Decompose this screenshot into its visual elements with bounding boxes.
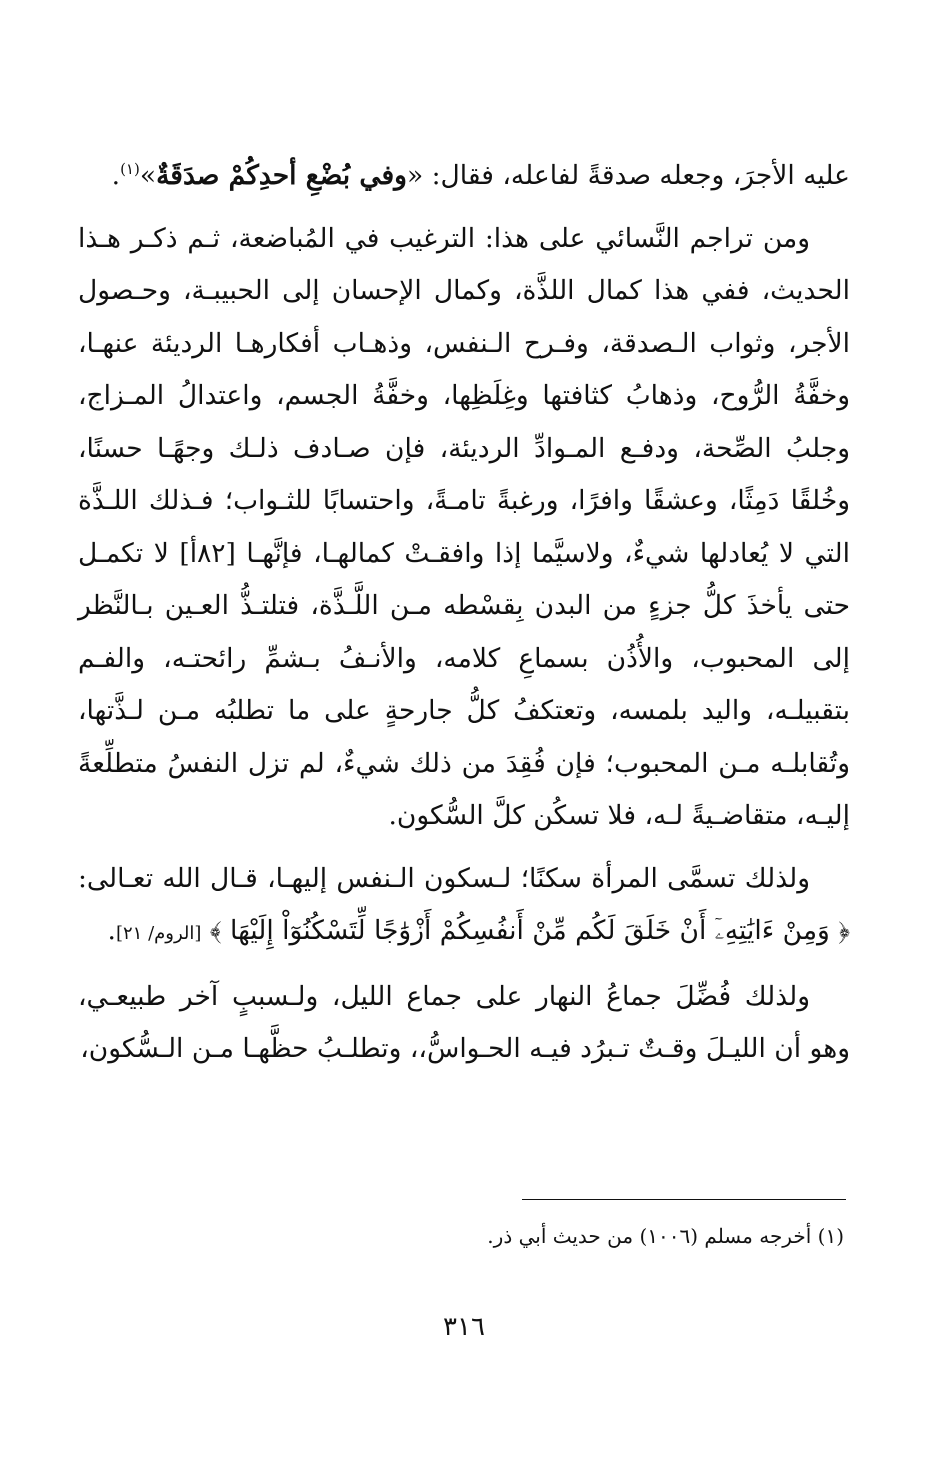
paragraph-2: ومن تراجم النَّسائي على هذا: الترغيب في المُباضعة، ثـم ذكـر هـذا الحديث، ففي هذا كمال اللذَّة، وكمال الإحسان إلى الحبيبـة، وحـصول الأجر، وثواب الـصدقة، وفـرح الـنفس، وذهـاب أفكارهـا الرديئة عنهـا، وخفَّةُ الرُّوح، وذهابُ كثافتها وغِلَظِها، وخفَّةُ الجسم، واعتدالُ المـزاج، وجلبُ الصِّحة، ودفـع المـوادِّ الرديئة، فإن صـادف ذلـك وجهًـا حسنًا، وخُلقًا دَمِثًا، وعشقًا وافرًا، ورغبةً تامـةً، واحتسابًا للثـواب؛ فـذلك اللـذَّة التي لا يُعادلها شيءٌ، ولاسيَّما إذا وافقـتْ كمالهـا، فإنَّهـا [٨٢أ] لا تكمـل حتى يأخذَ كلُّ جزءٍ من البدن بِقسْطه مـن اللَّـذَّة، فتلتـذُّ العـين بـالنَّظر إلى المحبوب، والأُذُن بسماعِ كلامه، والأنـفُ بـشمِّ رائحتـه، والفـم بتقبيلـه، واليد بلمسه، وتعتكفُ كلُّ جارحةٍ على ما تطلبُه مـن لـذَّتها، وتُقابلـه مـن المحبوب؛ فإن فُقِدَ من ذلك شيءٌ، لم تزل النفسُ متطلِّعةً إليـه، متقاضـيةً لـه، فلا تسكُن كلَّ السُّكون.	[78, 222, 850, 831]
paragraph-1-lead: عليه الأجرَ، وجعله صدقةً لفاعله، فقال: «	[406, 160, 850, 191]
paragraph-3-end: .	[107, 915, 116, 946]
quote-close: »	[139, 160, 157, 191]
page-number: ٣١٦	[443, 1312, 485, 1342]
verse-reference: [الروم/ ٢١]	[115, 923, 202, 944]
paragraph-4: ولذلك فُضِّلَ جماعُ النهار على جماع الليل، ولـسببٍ آخر طبيعـي، وهو أن الليـلَ وقـتٌ تـبرُد فيـه الحـواسُّ،، وتطلـبُ حظَّهـا مـن الـسُّكون،	[78, 980, 850, 1064]
footnote-separator	[522, 1199, 846, 1200]
footnote-text: أخرجه مسلم (١٠٠٦) من حديث أبي ذر.	[487, 1224, 812, 1248]
hadith-quote: وفي بُضْعِ أحدِكُمْ صدَقَةٌ	[156, 160, 407, 191]
footnote-marker[interactable]: (١)	[120, 160, 140, 179]
paragraph-3-lead: ولذلك تسمَّى المرأة سكنًا؛ لـسكون الـنفس إليهـا، قـال الله تعـالى:	[78, 862, 810, 894]
paragraph-1-end: .	[111, 160, 121, 191]
paragraph-3	[78, 853, 850, 961]
main-text	[78, 150, 850, 1086]
footnote-number: (١)	[817, 1224, 844, 1248]
paragraph-1	[78, 150, 850, 203]
quran-verse: ﴿ وَمِنْ ءَايَٰتِهِۦٓ أَنْ خَلَقَ لَكُم مِّنْ أَنفُسِكُمْ أَزْوَٰجًا لِّتَسْكُنُوٓاْ إِلَيْهَا ﴾	[209, 915, 850, 946]
footnote	[144, 1220, 844, 1252]
